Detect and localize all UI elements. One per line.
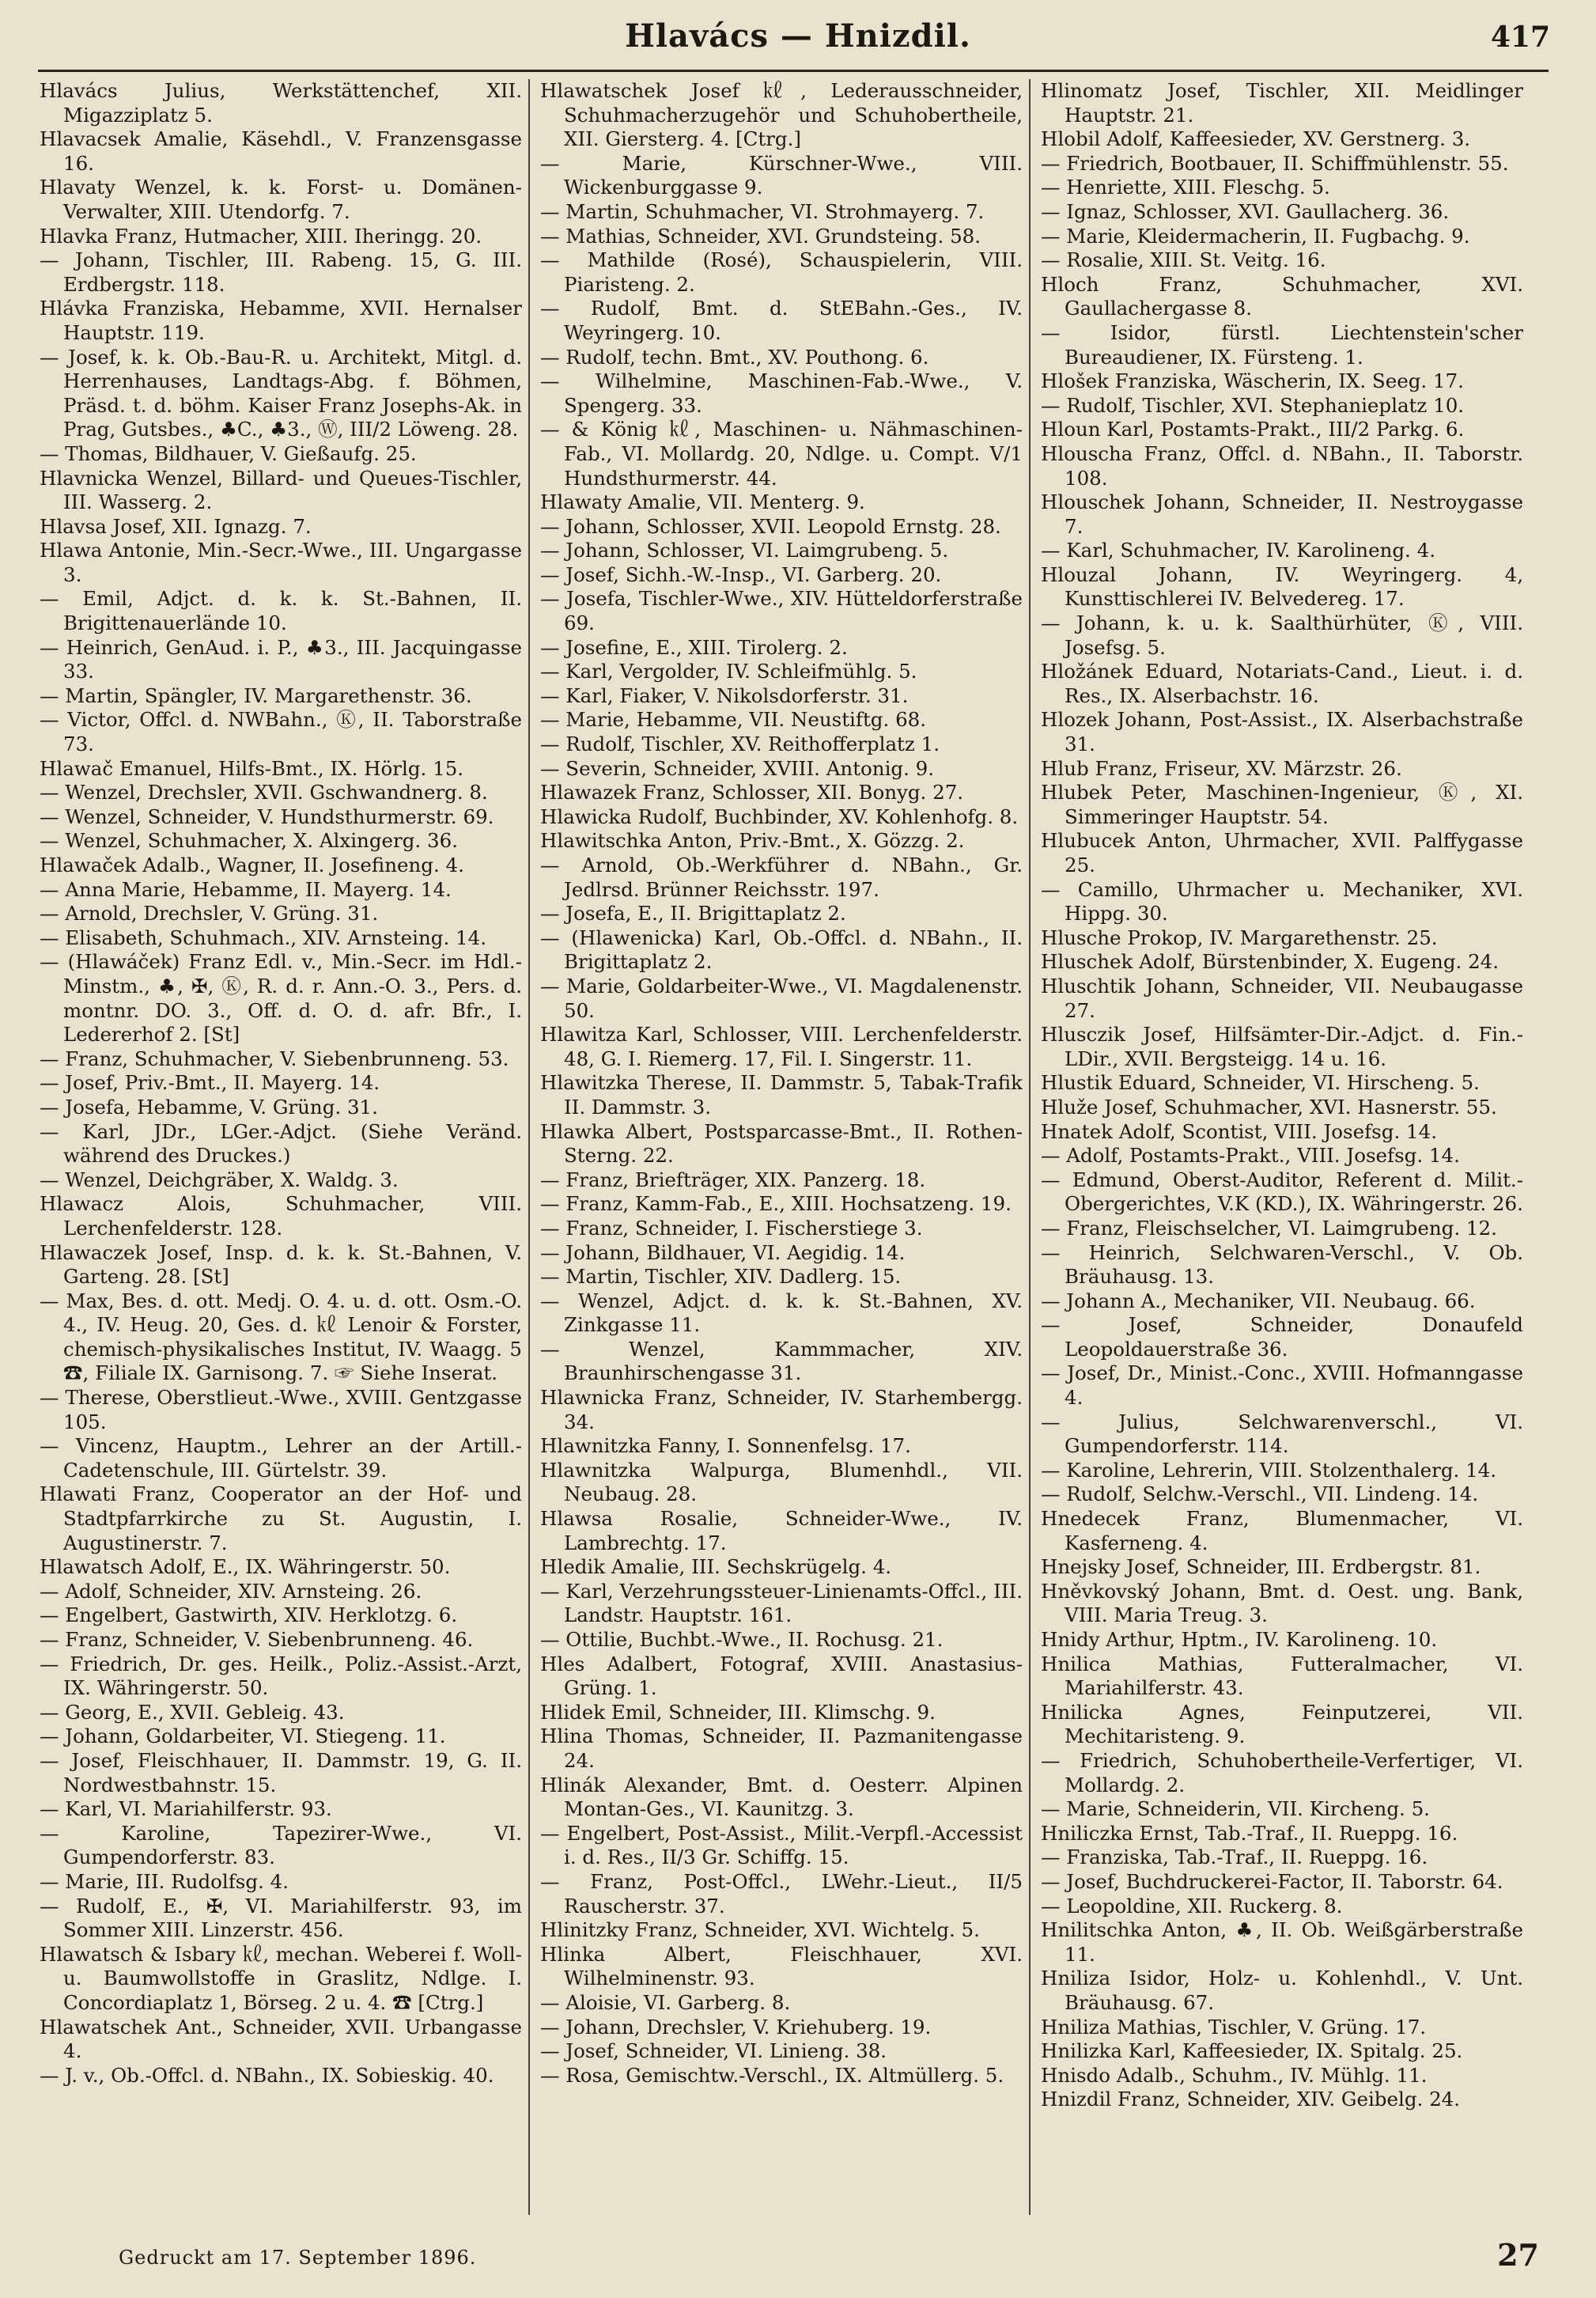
directory-entry: — Wenzel, Adjct. d. k. k. St.-Bahnen, XV. Zinkgasse 11. (540, 1289, 1023, 1337)
directory-entry: — Franz, Post-Offcl., LWehr.-Lieut., II/5 Rauscherstr. 37. (540, 1869, 1023, 1918)
directory-entry: — Max, Bes. d. ott. Medj. O. 4. u. d. ott. Osm.-O. 4., IV. Heug. 20, Ges. d. ㎘ Lenoir & Forster, chemisch-physikalisches Institut, IV. Waagg. 5 ☎, Filiale IX. Garnisong. 7. ☞ Siehe Inserat. (40, 1289, 522, 1385)
directory-entry: Hněvkovský Johann, Bmt. d. Oest. ung. Bank, VIII. Maria Treug. 3. (1041, 1579, 1523, 1627)
directory-entry: — Franz, Schneider, I. Fischerstiege 3. (540, 1216, 923, 1240)
directory-entry: Hlawatschek Ant., Schneider, XVII. Urbangasse 4. (40, 2015, 522, 2063)
directory-entry: Hnatek Adolf, Scontist, VIII. Josefsg. 14. (1041, 1119, 1437, 1143)
directory-entry: — Johann, Bildhauer, VI. Aegidig. 14. (540, 1240, 906, 1264)
directory-entry: — Ottilie, Buchbt.-Wwe., II. Rochusg. 21. (540, 1628, 944, 1651)
directory-entry: — Friedrich, Bootbauer, II. Schiffmühlenstr. 55. (1041, 151, 1509, 175)
directory-entry: — Josef, Sichh.-W.-Insp., VI. Garberg. 20. (540, 562, 942, 586)
directory-entry: Hlawazek Franz, Schlosser, XII. Bonyg. 27. (540, 781, 964, 804)
directory-entry: — Franz, Fleischselcher, VI. Laimgrubeng. 12. (1041, 1216, 1497, 1240)
directory-entry: — Wilhelmine, Maschinen-Fab.-Wwe., V. Spengerg. 33. (540, 369, 1023, 417)
directory-entry: — Johann, Drechsler, V. Kriehuberg. 19. (540, 2015, 932, 2039)
directory-entry: Hnejsky Josef, Schneider, III. Erdbergstr. 81. (1041, 1555, 1481, 1579)
directory-entry: Hlub Franz, Friseur, XV. Märzstr. 26. (1041, 756, 1402, 780)
directory-entry: — Josef, Schneider, Donaufeld Leopoldauerstraße 36. (1041, 1313, 1523, 1361)
directory-entry: — Aloisie, VI. Garberg. 8. (540, 1990, 791, 2014)
directory-entry: — Edmund, Oberst-Auditor, Referent d. Milit.-Obergerichtes, V.K (KD.), IX. Währingerstr. 26. (1041, 1168, 1523, 1216)
directory-entry: — Rosalie, XIII. St. Veitg. 16. (1041, 248, 1326, 272)
directory-entry: Hnilicka Agnes, Feinputzerei, VII. Mechitaristeng. 9. (1041, 1700, 1523, 1748)
directory-entry: — Heinrich, GenAud. i. P., ♣3., III. Jacquingasse 33. (40, 635, 522, 683)
directory-entry: — Rudolf, Tischler, XVI. Stephanieplatz 10. (1041, 393, 1465, 417)
directory-entry: Hlawaty Amalie, VII. Menterg. 9. (540, 490, 865, 514)
directory-entry: Hlawka Albert, Postsparcasse-Bmt., II. Rothen-Sterng. 22. (540, 1119, 1023, 1168)
directory-entry: — Wenzel, Kammmacher, XIV. Braunhirschengasse 31. (540, 1337, 1023, 1385)
directory-entry: — Mathilde (Rosé), Schauspielerin, VIII. Piaristeng. 2. (540, 248, 1023, 296)
directory-entry: Hluže Josef, Schuhmacher, XVI. Hasnerstr. 55. (1041, 1095, 1497, 1119)
directory-entry: — Julius, Selchwarenverschl., VI. Gumpendorferstr. 114. (1041, 1410, 1523, 1458)
directory-entry: — Josefa, E., II. Brigittaplatz 2. (540, 902, 846, 926)
directory-entry: — Engelbert, Gastwirth, XIV. Herklotzg. 6. (40, 1603, 458, 1627)
directory-entry: Hnilica Mathias, Futteralmacher, VI. Mariahilferstr. 43. (1041, 1652, 1523, 1700)
directory-entry: — Josefine, E., XIII. Tirolerg. 2. (540, 635, 848, 659)
directory-entry: — Josef, Priv.-Bmt., II. Mayerg. 14. (40, 1071, 380, 1095)
directory-entry: — & König ㎘, Maschinen- u. Nähmaschinen-Fab., VI. Mollardg. 20, Ndlge. u. Compt. V/1 Hundsthurmerstr. 44. (540, 418, 1023, 490)
directory-entry: — Franz, Briefträger, XIX. Panzerg. 18. (540, 1168, 926, 1191)
directory-entry: — Martin, Tischler, XIV. Dadlerg. 15. (540, 1265, 902, 1289)
directory-entry: Hlawnicka Franz, Schneider, IV. Starhembergg. 34. (540, 1386, 1023, 1433)
directory-entry: — Isidor, fürstl. Liechtenstein'scher Bureaudiener, IX. Fürsteng. 1. (1041, 320, 1523, 369)
directory-entry: — Anna Marie, Hebamme, II. Mayerg. 14. (40, 877, 452, 901)
directory-entry: — Johann A., Mechaniker, VII. Neubaug. 66. (1041, 1289, 1476, 1312)
directory-entry: — Georg, E., XVII. Gebleig. 43. (40, 1700, 345, 1724)
directory-entry: — Rudolf, techn. Bmt., XV. Pouthong. 6. (540, 345, 929, 369)
directory-entry: — Friedrich, Dr. ges. Heilk., Poliz.-Assist.-Arzt, IX. Währingerstr. 50. (40, 1652, 522, 1700)
directory-entry: Hloun Karl, Postamts-Prakt., III/2 Parkg. 6. (1041, 418, 1465, 441)
directory-entry: — Vincenz, Hauptm., Lehrer an der Artill.-Cadetenschule, III. Gürtelstr. 39. (40, 1434, 522, 1482)
column-right (1041, 79, 1523, 2215)
directory-entry: Hluschtik Johann, Schneider, VII. Neubaugasse 27. (1041, 974, 1523, 1022)
directory-entry: — Karl, Verzehrungssteuer-Linienamts-Offcl., III. Landstr. Hauptstr. 161. (540, 1579, 1023, 1627)
directory-entry: — Elisabeth, Schuhmach., XIV. Arnsteing. 14. (40, 926, 486, 949)
directory-entry: — Marie, Hebamme, VII. Neustiftg. 68. (540, 708, 927, 732)
directory-entry: Hložánek Eduard, Notariats-Cand., Lieut. i. d. Res., IX. Alserbachstr. 16. (1041, 660, 1523, 707)
directory-entry: Hlawacz Alois, Schuhmacher, VIII. Lerchenfelderstr. 128. (40, 1192, 522, 1240)
directory-entry: — Franziska, Tab.-Traf., II. Rueppg. 16. (1041, 1846, 1428, 1869)
directory-entry: Hlinka Albert, Fleischhauer, XVI. Wilhelminenstr. 93. (540, 1942, 1023, 1990)
directory-entry: Hloch Franz, Schuhmacher, XVI. Gaullachergasse 8. (1041, 272, 1523, 320)
directory-entry: — Heinrich, Selchwaren-Verschl., V. Ob. Bräuhausg. 13. (1041, 1240, 1523, 1289)
directory-entry: Hlinomatz Josef, Tischler, XII. Meidlinger Hauptstr. 21. (1041, 79, 1523, 127)
directory-entry: Hlawitschka Anton, Priv.-Bmt., X. Gözzg. 2. (540, 829, 965, 853)
directory-entry: Hlavnicka Wenzel, Billard- und Queues-Tischler, III. Wasserg. 2. (40, 466, 522, 514)
directory-entry: — Leopoldine, XII. Ruckerg. 8. (1041, 1894, 1343, 1918)
directory-entry: — Johann, k. u. k. Saalthürhüter, Ⓚ, VIII. Josefsg. 5. (1041, 611, 1523, 659)
directory-entry: — Wenzel, Schuhmacher, X. Alxingerg. 36. (40, 829, 458, 853)
directory-entry: — Karl, Schuhmacher, IV. Karolineng. 4. (1041, 539, 1435, 562)
directory-entry: — Marie, Kleidermacherin, II. Fugbachg. 9. (1041, 224, 1470, 248)
directory-entry: Hlinák Alexander, Bmt. d. Oesterr. Alpinen Montan-Ges., VI. Kaunitzg. 3. (540, 1773, 1023, 1821)
directory-entry: Hnilitschka Anton, ♣, II. Ob. Weißgärberstraße 11. (1041, 1918, 1523, 1966)
directory-entry: — Johann, Tischler, III. Rabeng. 15, G. III. Erdbergstr. 118. (40, 248, 522, 296)
directory-entry: — Josef, Fleischhauer, II. Dammstr. 19, G. II. Nordwestbahnstr. 15. (40, 1748, 522, 1796)
directory-entry: Hlawatsch & Isbary ㎘, mechan. Weberei f. Woll- u. Baumwollstoffe in Graslitz, Ndlge. I. Concordiaplatz 1, Börseg. 2 u. 4. ☎ [Ctrg.] (40, 1942, 522, 2014)
column-left (40, 79, 522, 2215)
directory-entry: Hlawaček Adalb., Wagner, II. Josefineng. 4. (40, 854, 464, 876)
directory-entry: Hlawitza Karl, Schlosser, VIII. Lerchenfelderstr. 48, G. I. Riemerg. 17, Fil. I. Singerstr. 11. (540, 1023, 1023, 1070)
directory-entry: Hlinitzky Franz, Schneider, XVI. Wichtelg. 5. (540, 1918, 980, 1942)
directory-entry: — Karl, Vergolder, IV. Schleifmühlg. 5. (540, 660, 917, 683)
directory-entry: — Franz, Schuhmacher, V. Siebenbrunneng. 53. (40, 1047, 509, 1070)
directory-entry: — Ignaz, Schlosser, XVI. Gaullacherg. 36. (1041, 199, 1450, 223)
directory-entry: — Marie, Goldarbeiter-Wwe., VI. Magdalenenstr. 50. (540, 974, 1023, 1022)
directory-entry: Hlavács Julius, Werkstättenchef, XII. Migazziplatz 5. (40, 79, 522, 127)
directory-entry: Hles Adalbert, Fotograf, XVIII. Anastasius-Grüng. 1. (540, 1652, 1023, 1700)
directory-entry: Hlošek Franziska, Wäscherin, IX. Seeg. 17. (1041, 369, 1464, 393)
directory-entry: Hlawatschek Josef ㎘, Lederausschneider, Schuhmacherzugehör und Schuhobertheile, XII. Giersterg. 4. [Ctrg.] (540, 79, 1023, 151)
directory-entry: Hniliczka Ernst, Tab.-Traf., II. Rueppg. 16. (1041, 1821, 1458, 1845)
header-rule (38, 70, 1549, 72)
directory-entry: Hlusche Prokop, IV. Margarethenstr. 25. (1041, 926, 1438, 949)
directory-entry: Hlusczik Josef, Hilfsämter-Dir.-Adjct. d. Fin.-LDir., XVII. Bergsteigg. 14 u. 16. (1041, 1023, 1523, 1070)
directory-entry: — Josef, Buchdruckerei-Factor, II. Taborstr. 64. (1041, 1869, 1503, 1893)
directory-entry: — Martin, Schuhmacher, VI. Strohmayerg. 7. (540, 199, 985, 223)
directory-entry: Hlavsa Josef, XII. Ignazg. 7. (40, 514, 312, 538)
directory-entry: Hniliza Isidor, Holz- u. Kohlenhdl., V. Unt. Bräuhausg. 67. (1041, 1967, 1523, 2014)
directory-entry: — Marie, III. Rudolfsg. 4. (40, 1869, 289, 1893)
directory-entry: — Engelbert, Post-Assist., Milit.-Verpfl.-Accessist i. d. Res., II/3 Gr. Schiffg. 15. (540, 1821, 1023, 1869)
directory-entry: — Karoline, Lehrerin, VIII. Stolzenthalerg. 14. (1041, 1458, 1497, 1482)
directory-entry: — (Hlawenicka) Karl, Ob.-Offcl. d. NBahn., II. Brigittaplatz 2. (540, 926, 1023, 974)
directory-entry: Hlawatsch Adolf, E., IX. Währingerstr. 50. (40, 1555, 451, 1579)
directory-entry: Hlozek Johann, Post-Assist., IX. Alserbachstraße 31. (1041, 708, 1523, 756)
directory-entry: Hlavaty Wenzel, k. k. Forst- u. Domänen-Verwalter, XIII. Utendorfg. 7. (40, 176, 522, 223)
directory-entry: Hlawati Franz, Cooperator an der Hof- und Stadtpfarrkirche zu St. Augustin, I. Augustinerstr. 7. (40, 1482, 522, 1554)
directory-entry: — Rudolf, Tischler, XV. Reithofferplatz 1. (540, 733, 940, 756)
directory-entry: Hnisdo Adalb., Schuhm., IV. Mühlg. 11. (1041, 2063, 1428, 2087)
directory-entry: Hlobil Adolf, Kaffeesieder, XV. Gerstnerg. 3. (1041, 127, 1471, 151)
directory-entry: — Josefa, Tischler-Wwe., XIV. Hütteldorferstraße 69. (540, 587, 1023, 635)
directory-entry: — Wenzel, Schneider, V. Hundsthurmerstr. 69. (40, 804, 494, 828)
directory-entry: — Karl, VI. Mariahilferstr. 93. (40, 1797, 332, 1821)
directory-entry: Hlawač Emanuel, Hilfs-Bmt., IX. Hörlg. 15. (40, 756, 464, 780)
directory-entry: — (Hlawáček) Franz Edl. v., Min.-Secr. im Hdl.-Minstm., ♣, ✠, Ⓚ, R. d. r. Ann.-O. 3., Pers. d. montnr. DO. 3., Off. d. O. d. afr. Bfr., I. Ledererhof 2. [St] (40, 950, 522, 1047)
directory-entry: — Johann, Schlosser, VI. Laimgrubeng. 5. (540, 539, 949, 562)
directory-entry: Hniliza Mathias, Tischler, V. Grüng. 17. (1041, 2015, 1427, 2039)
directory-entry: Hlavacsek Amalie, Käsehdl., V. Franzensgasse 16. (40, 127, 522, 175)
directory-entry: — Karl, JDr., LGer.-Adjct. (Siehe Veränd. während des Druckes.) (40, 1119, 522, 1168)
directory-entry: — Martin, Spängler, IV. Margarethenstr. 36. (40, 683, 472, 707)
directory-entry: — Marie, Kürschner-Wwe., VIII. Wickenburggasse 9. (540, 151, 1023, 199)
directory-entry: Hnizdil Franz, Schneider, XIV. Geibelg. 24. (1041, 2088, 1461, 2111)
directory-entry: — Wenzel, Deichgräber, X. Waldg. 3. (40, 1168, 399, 1191)
directory-entry: — Wenzel, Drechsler, XVII. Gschwandnerg. 8. (40, 781, 488, 804)
column-divider (1029, 79, 1031, 2215)
directory-entry: Hlawnitzka Walpurga, Blumenhdl., VII. Neubaug. 28. (540, 1458, 1023, 1506)
directory-entry: — Franz, Schneider, V. Siebenbrunneng. 46. (40, 1628, 474, 1651)
directory-entry: Hlidek Emil, Schneider, III. Klimschg. 9. (540, 1700, 936, 1724)
directory-entry: — Camillo, Uhrmacher u. Mechaniker, XVI. Hippg. 30. (1041, 877, 1523, 926)
directory-entry: — Therese, Oberstlieut.-Wwe., XVIII. Gentzgasse 105. (40, 1386, 522, 1433)
directory-entry: Hlubucek Anton, Uhrmacher, XVII. Palffygasse 25. (1041, 829, 1523, 876)
directory-entry: — Rudolf, Selchw.-Verschl., VII. Lindeng. 14. (1041, 1482, 1479, 1506)
directory-entry: Hlubek Peter, Maschinen-Ingenieur, Ⓚ, XI. Simmeringer Hauptstr. 54. (1041, 781, 1523, 828)
directory-entry: Hlavka Franz, Hutmacher, XIII. Iheringg. 20. (40, 224, 482, 248)
directory-entry: — Rudolf, Bmt. d. StEBahn.-Ges., IV. Weyringerg. 10. (540, 297, 1023, 344)
directory-entry: Hledik Amalie, III. Sechskrügelg. 4. (540, 1555, 892, 1579)
directory-entry: — Adolf, Postamts-Prakt., VIII. Josefsg. 14. (1041, 1144, 1460, 1168)
directory-entry: — Johann, Goldarbeiter, VI. Stiegeng. 11. (40, 1724, 446, 1748)
directory-entry: — Thomas, Bildhauer, V. Gießaufg. 25. (40, 441, 417, 465)
column-middle (540, 79, 1023, 2215)
directory-entry: — Emil, Adjct. d. k. k. St.-Bahnen, II. Brigittenauerlände 10. (40, 587, 522, 635)
directory-entry: — Franz, Kamm-Fab., E., XIII. Hochsatzeng. 19. (540, 1192, 1012, 1216)
directory-entry: Hlouscha Franz, Offcl. d. NBahn., II. Taborstr. 108. (1041, 441, 1523, 490)
directory-entry: Hlawnitzka Fanny, I. Sonnenfelsg. 17. (540, 1434, 911, 1458)
directory-entry: Hlávka Franziska, Hebamme, XVII. Hernalser Hauptstr. 119. (40, 297, 522, 344)
directory-entry: Hlouzal Johann, IV. Weyringerg. 4, Kunsttischlerei IV. Belvedereg. 17. (1041, 562, 1523, 611)
directory-entry: — Rosa, Gemischtw.-Verschl., IX. Altmüllerg. 5. (540, 2063, 1004, 2087)
directory-entry: Hlawicka Rudolf, Buchbinder, XV. Kohlenhofg. 8. (540, 804, 1019, 828)
directory-entry: — Friedrich, Schuhobertheile-Verfertiger, VI. Mollardg. 2. (1041, 1748, 1523, 1796)
directory-entry: — J. v., Ob.-Offcl. d. NBahn., IX. Sobieskig. 40. (40, 2063, 494, 2087)
sheet-number: 27 (1497, 2237, 1539, 2273)
directory-entry: Hnilizka Karl, Kaffeesieder, IX. Spitalg. 25. (1041, 2039, 1463, 2063)
directory-entry: — Josef, Schneider, VI. Linieng. 38. (540, 2039, 887, 2063)
directory-entry: — Adolf, Schneider, XIV. Arnsteing. 26. (40, 1579, 422, 1603)
directory-entry: — Josef, k. k. Ob.-Bau-R. u. Architekt, Mitgl. d. Herrenhauses, Landtags-Abg. f. Böhmen, Präsd. t. d. böhm. Kaiser Franz Josephs-Ak. in Prag, Gutsbes., ♣C., ♣3., Ⓦ, III/2 Löweng. 28. (40, 345, 522, 441)
directory-entry: — Arnold, Drechsler, V. Grüng. 31. (40, 902, 379, 926)
directory-entry: Hluschek Adolf, Bürstenbinder, X. Eugeng. 24. (1041, 950, 1500, 974)
directory-entry: — Johann, Schlosser, XVII. Leopold Ernstg. 28. (540, 514, 1001, 538)
directory-entry: — Josef, Dr., Minist.-Conc., XVIII. Hofmanngasse 4. (1041, 1361, 1523, 1410)
directory-entry: — Marie, Schneiderin, VII. Kircheng. 5. (1041, 1797, 1430, 1821)
directory-entry: Hlina Thomas, Schneider, II. Pazmanitengasse 24. (540, 1724, 1023, 1772)
page-number: 417 (1490, 21, 1550, 54)
directory-entry: Hlawa Antonie, Min.-Secr.-Wwe., III. Ungargasse 3. (40, 539, 522, 586)
directory-entry: — Josefa, Hebamme, V. Grüng. 31. (40, 1095, 378, 1119)
directory-entry: Hlawaczek Josef, Insp. d. k. k. St.-Bahnen, V. Garteng. 28. [St] (40, 1240, 522, 1289)
print-date: Gedruckt am 17. September 1896. (119, 2247, 477, 2269)
directory-entry: — Karl, Fiaker, V. Nikolsdorferstr. 31. (540, 683, 909, 707)
directory-entry: Hlustik Eduard, Schneider, VI. Hirscheng. 5. (1041, 1071, 1480, 1095)
directory-entry: — Rudolf, E., ✠, VI. Mariahilferstr. 93, im Sommer XIII. Linzerstr. 456. (40, 1894, 522, 1942)
directory-entry: Hnedecek Franz, Blumenmacher, VI. Kasferneng. 4. (1041, 1507, 1523, 1554)
directory-entry: — Karoline, Tapezirer-Wwe., VI. Gumpendorferstr. 83. (40, 1821, 522, 1869)
directory-entry: Hlawitzka Therese, II. Dammstr. 5, Tabak-Trafik II. Dammstr. 3. (540, 1071, 1023, 1119)
directory-entry: — Severin, Schneider, XVIII. Antonig. 9. (540, 756, 935, 780)
column-divider (528, 79, 530, 2215)
directory-entry: Hnidy Arthur, Hptm., IV. Karolineng. 10. (1041, 1628, 1438, 1651)
directory-entry: — Victor, Offcl. d. NWBahn., Ⓚ, II. Taborstraße 73. (40, 708, 522, 756)
directory-entry: — Arnold, Ob.-Werkführer d. NBahn., Gr. Jedlrsd. Brünner Reichsstr. 197. (540, 854, 1023, 901)
directory-entry: — Henriette, XIII. Fleschg. 5. (1041, 176, 1330, 199)
directory-entry: Hlouschek Johann, Schneider, II. Nestroygasse 7. (1041, 490, 1523, 538)
directory-entry: — Mathias, Schneider, XVI. Grundsteing. 58. (540, 224, 981, 248)
directory-entry: Hlawsa Rosalie, Schneider-Wwe., IV. Lambrechtg. 17. (540, 1507, 1023, 1554)
page-header-title: Hlavács — Hnizdil. (625, 17, 971, 55)
